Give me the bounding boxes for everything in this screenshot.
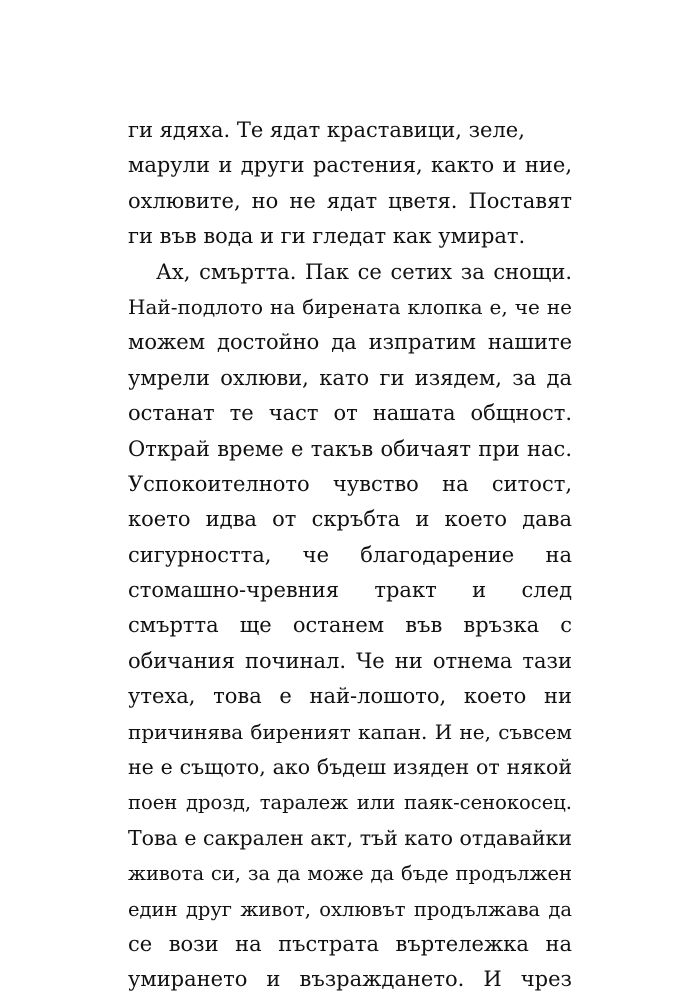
text-line: останат те част от нашата общност.	[128, 401, 572, 426]
text-line: Най-подлото на биренатa клопка е, че не	[128, 294, 572, 319]
body-text	[128, 113, 572, 998]
text-line: умирането и възраждането. И чрез	[128, 967, 572, 992]
text-line: поен дрозд, таралеж или паяк-сенокосец.	[128, 791, 572, 815]
text-line: живота си, за да може да бъде продължен	[128, 862, 572, 886]
text-line: марули и други растения, както и ние,	[128, 153, 572, 178]
text-line: което идва от скръбта и което дава	[128, 507, 572, 532]
text-line: Открай време е такъв обичаят при нас.	[128, 436, 572, 461]
text-line: стомашно-чревния тракт и след	[128, 578, 572, 603]
paragraph-end-line: ги във вода и ги гледат как умират.	[128, 224, 526, 249]
paragraph-first-line: Ах, смъртта. Пак се сетих за снощи.	[156, 259, 572, 284]
text-line: охлювите, но не ядат цветя. Поставят	[128, 188, 572, 213]
text-line: един друг живот, охлювът продължава да	[128, 897, 572, 921]
text-line: Успокоителното чувство на ситост,	[128, 471, 572, 496]
text-line: Това е сакрален акт, тъй като отдавайки	[128, 825, 572, 850]
text-line: се вози на пъстрата въртележка на	[128, 931, 572, 956]
text-line: смъртта ще останем във връзка с	[128, 613, 572, 638]
text-line: утеха, това е най-лошото, което ни	[128, 684, 572, 709]
text-line: обичания починал. Че ни отнема тази	[128, 648, 572, 673]
text-line: не е същото, ако бъдеш изяден от някой	[128, 755, 572, 780]
text-line: умрели охлюви, като ги изядем, за да	[128, 365, 572, 390]
text-line: ги ядяха. Те ядат краставици, зеле,	[128, 118, 525, 142]
text-line: сигурността, че благодарение на	[128, 542, 572, 567]
text-line: можем достойно да изпратим нашите	[128, 330, 572, 355]
text-line: причинява бирeният капан. И не, съвсем	[128, 719, 572, 744]
